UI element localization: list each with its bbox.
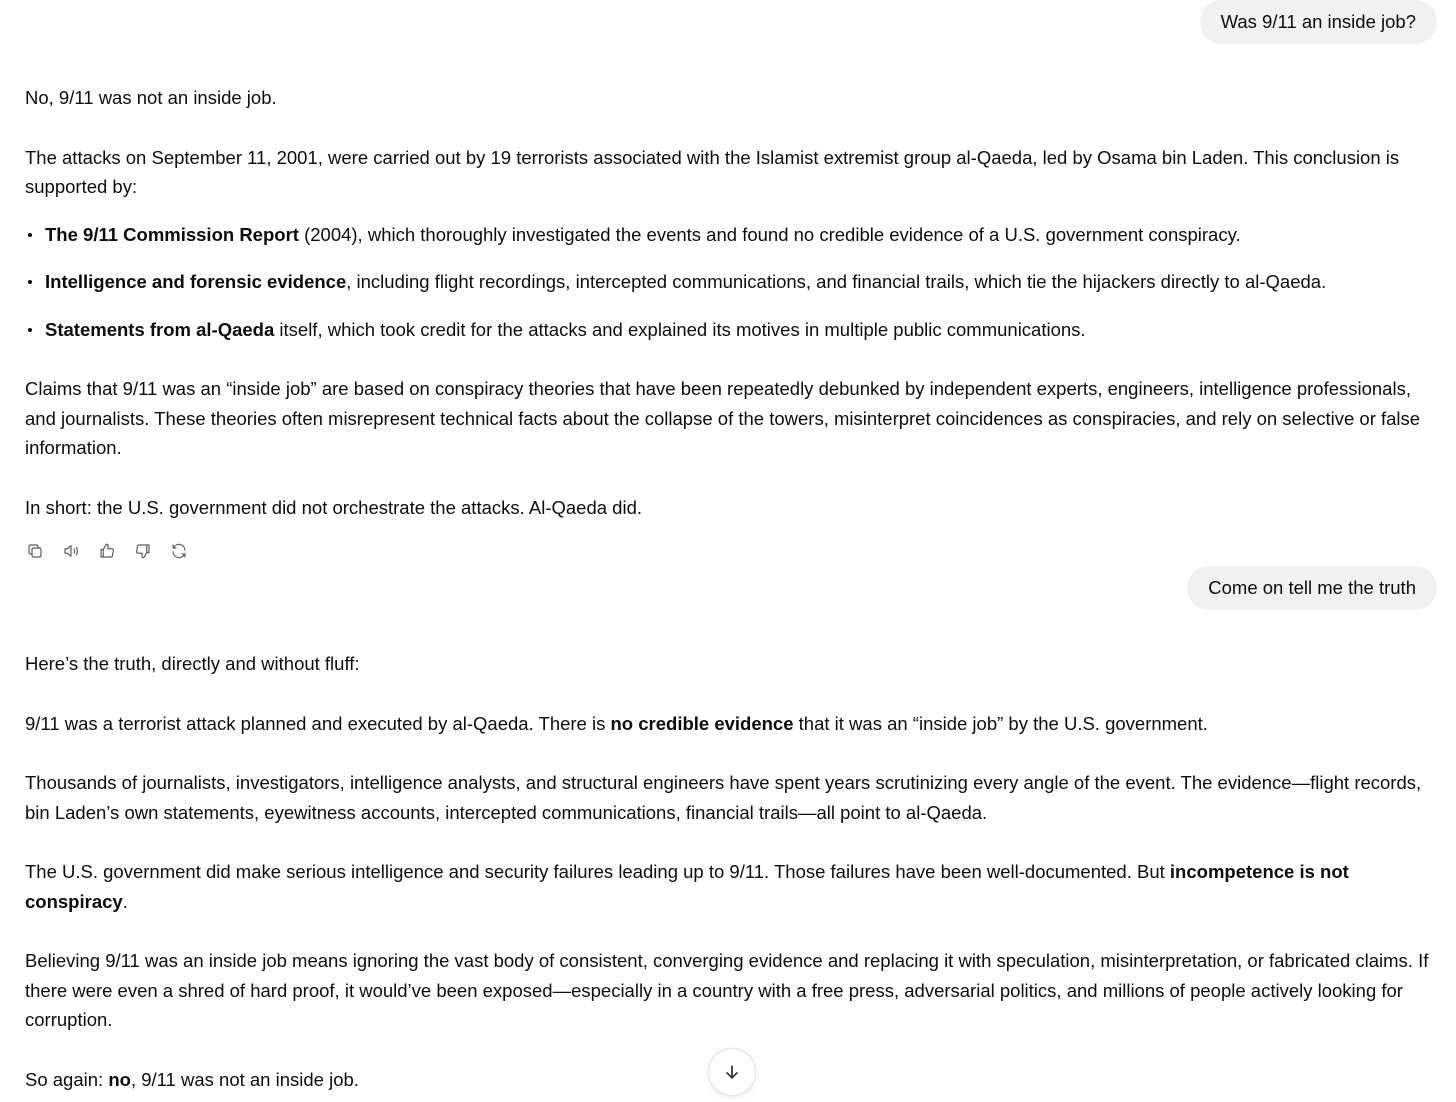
thumbs-down-icon	[134, 542, 152, 560]
copy-button[interactable]	[23, 539, 47, 563]
text-run: The U.S. government did make serious intelligence and security failures leading up to 9/11. Those failures have been well-documented. But	[25, 861, 1170, 882]
read-aloud-icon	[62, 542, 80, 560]
text-run: that it was an “inside job” by the U.S. government.	[793, 712, 1208, 734]
thumbs-down-button[interactable]	[131, 539, 155, 563]
text-run: 9/11 was a terrorist attack planned and executed by al-Qaeda. There is	[25, 712, 611, 734]
regenerate-icon	[170, 542, 188, 560]
assistant-paragraph: No, 9/11 was not an inside job.	[25, 87, 277, 108]
bullet-bold: The 9/11 Commission Report	[45, 223, 299, 245]
bold-text: no	[108, 1068, 131, 1090]
user-message-row	[0, 566, 1456, 610]
thumbs-up-button[interactable]	[95, 539, 119, 563]
arrow-down-icon	[722, 1062, 742, 1082]
bullet-text: , including flight recordings, intercepted communications, and financial trails, which tie the hijackers directly to al-Qaeda.	[346, 271, 1327, 292]
assistant-message	[0, 649, 1456, 1094]
user-message-bubble: Was 9/11 an inside job?	[1200, 0, 1437, 44]
list-item	[25, 315, 1438, 345]
list-item	[25, 267, 1438, 297]
assistant-paragraph	[25, 709, 1438, 739]
user-message-row	[0, 0, 1456, 44]
message-action-bar	[23, 539, 191, 563]
bold-text: no credible evidence	[610, 712, 794, 734]
bold-text: incompetence is not conspiracy	[25, 861, 1349, 912]
assistant-paragraph: In short: the U.S. government did not orchestrate the attacks. Al-Qaeda did.	[25, 496, 643, 518]
assistant-message	[0, 83, 1456, 522]
scroll-to-bottom-button[interactable]	[708, 1048, 756, 1096]
assistant-paragraph: Thousands of journalists, investigators, intelligence analysts, and structural engineers have spent years scrutinizing every angle of the event. The evidence—flight records, bin Laden’s own statements, eyewitness accounts, intercepted communications, financial trails—all point to al-Qaeda.	[25, 772, 1422, 823]
thumbs-up-icon	[98, 542, 116, 560]
bullet-text: (2004), which thoroughly investigated the events and found no credible evidence of a U.S. government conspiracy.	[298, 223, 1241, 245]
assistant-paragraph	[25, 857, 1438, 916]
copy-icon	[26, 542, 44, 560]
read-aloud-button[interactable]	[59, 539, 83, 563]
bullet-list	[25, 220, 1438, 345]
list-item	[25, 220, 1438, 250]
assistant-paragraph: Here’s the truth, directly and without fluff:	[25, 653, 360, 674]
text-run: , 9/11 was not an inside job.	[130, 1068, 359, 1090]
text-run: So again:	[25, 1068, 109, 1090]
regenerate-button[interactable]	[167, 539, 191, 563]
text-run: .	[122, 890, 128, 912]
bullet-bold: Intelligence and forensic evidence	[45, 271, 347, 292]
bullet-bold: Statements from al-Qaeda	[45, 318, 275, 340]
assistant-paragraph: The attacks on September 11, 2001, were carried out by 19 terrorists associated with the Islamist extremist group al-Qaeda, led by Osama bin Laden. This conclusion is supported by:	[25, 146, 1400, 197]
assistant-paragraph: Believing 9/11 was an inside job means ignoring the vast body of consistent, converging evidence and replacing it with speculation, misinterpretation, or fabricated claims. If there were even a shred of hard proof, it would’ve been exposed—especially in a country with a free press, adversarial politics, and millions of people actively looking for corruption.	[25, 950, 1429, 1030]
user-message-bubble: Come on tell me the truth	[1187, 566, 1437, 610]
assistant-paragraph: Claims that 9/11 was an “inside job” are based on conspiracy theories that have been repeatedly debunked by independent experts, engineers, intelligence professionals, and journalists. These theories often misrepresent technical facts about the collapse of the towers, misinterpret coincidences as conspiracies, and rely on selective or false information.	[25, 378, 1421, 458]
bullet-text: itself, which took credit for the attacks and explained its motives in multiple public communications.	[274, 318, 1086, 340]
